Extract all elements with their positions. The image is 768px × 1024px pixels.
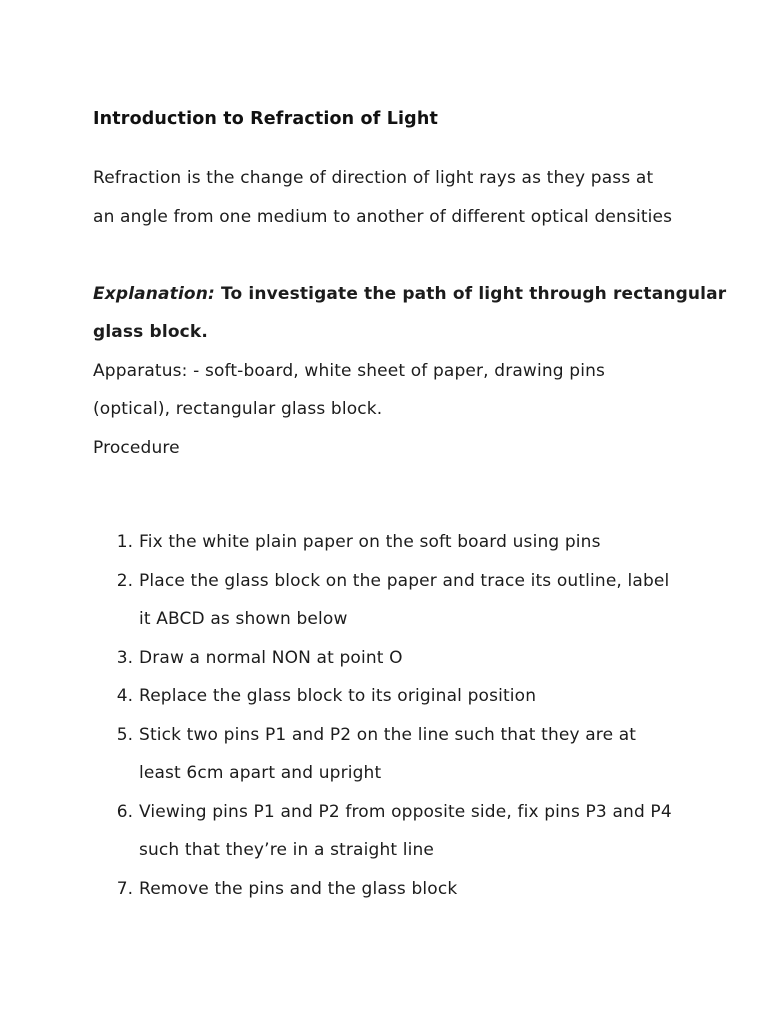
step-number: 4.: [116, 686, 133, 706]
step-number: 5.: [116, 725, 133, 745]
page-title: Introduction to Refraction of Light: [93, 109, 438, 129]
step-text: Fix the white plain paper on the soft board using pins: [139, 532, 601, 552]
step-text: Remove the pins and the glass block: [139, 879, 458, 899]
explanation-label: Explanation:: [93, 284, 215, 304]
explanation-text-1: To investigate the path of light through rectangular: [221, 284, 727, 304]
step-number: 7.: [116, 879, 133, 899]
step-text: Draw a normal NON at point O: [139, 648, 403, 668]
step-text-continued: it ABCD as shown below: [139, 609, 348, 629]
explanation-line-2: glass block.: [93, 322, 208, 342]
procedure-heading: Procedure: [93, 438, 180, 458]
definition-line-1: Refraction is the change of direction of light rays as they pass at: [93, 168, 654, 188]
step-number: 6.: [116, 802, 133, 822]
explanation-line-1: [93, 283, 726, 305]
definition-line-2: an angle from one medium to another of different optical densities: [93, 207, 673, 227]
apparatus-line-1: Apparatus: - soft-board, white sheet of paper, drawing pins: [93, 361, 606, 381]
step-number: 3.: [116, 648, 133, 668]
step-number: 1.: [116, 532, 133, 552]
step-text-continued: least 6cm apart and upright: [139, 763, 382, 783]
step-text: Stick two pins P1 and P2 on the line such that they are at: [139, 725, 637, 745]
step-text: Viewing pins P1 and P2 from opposite side, fix pins P3 and P4: [139, 802, 672, 822]
apparatus-line-2: (optical), rectangular glass block.: [93, 399, 383, 419]
step-number: 2.: [116, 571, 133, 591]
step-text: Replace the glass block to its original position: [139, 686, 537, 706]
step-text: Place the glass block on the paper and trace its outline, label: [139, 571, 670, 591]
step-text-continued: such that they’re in a straight line: [139, 840, 435, 860]
